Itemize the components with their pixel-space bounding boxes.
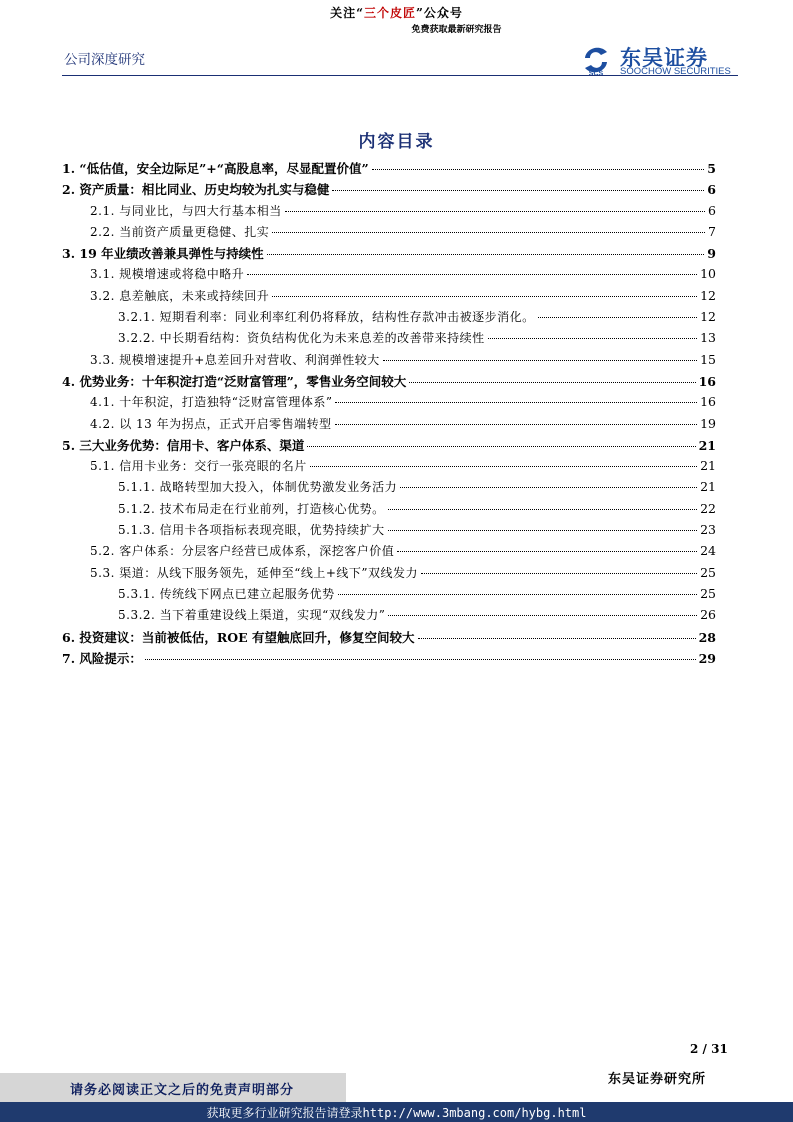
- toc-entry[interactable]: [62, 202, 716, 223]
- toc-dot-leader: [418, 638, 696, 639]
- toc-dot-leader: [409, 382, 695, 383]
- toc-dot-leader: [397, 551, 697, 552]
- toc-dot-leader: [400, 487, 697, 488]
- toc-entry-label: 2.1. 与同业比，与四大行基本相当: [90, 203, 282, 218]
- report-type: 公司深度研究: [64, 52, 145, 68]
- banner-prefix: 关注“: [330, 6, 364, 20]
- toc-entry[interactable]: [62, 564, 716, 585]
- bottom-band: [0, 1102, 793, 1122]
- toc-entry[interactable]: [62, 478, 716, 499]
- banner-headline: [0, 4, 793, 21]
- toc-entry-page: 6: [708, 202, 716, 218]
- toc-entry-label: 5.3.2. 当下着重建设线上渠道，实现“双线发力”: [118, 608, 386, 623]
- toc-dot-leader: [272, 232, 705, 233]
- toc-dot-leader: [267, 254, 705, 255]
- toc-entry-page: 19: [700, 415, 716, 431]
- toc-dot-leader: [285, 211, 705, 212]
- toc-entry[interactable]: [62, 521, 716, 542]
- toc-entry-page: 21: [700, 479, 716, 495]
- toc-entry-label: 5.1.2. 技术布局走在行业前列，打造核心优势。: [118, 501, 385, 516]
- toc-entry[interactable]: [62, 329, 716, 350]
- toc-dot-leader: [338, 594, 697, 595]
- toc-entry-page: 7: [708, 223, 716, 239]
- banner-suffix: ”公众号: [416, 6, 463, 20]
- toc-dot-leader: [388, 509, 697, 510]
- toc-entry-page: 16: [698, 373, 716, 389]
- toc-entry-page: 13: [700, 330, 716, 346]
- toc-dot-leader: [332, 190, 704, 191]
- toc-entry-page: 12: [700, 309, 716, 325]
- banner-subline: 免费获取最新研究报告: [411, 25, 502, 35]
- toc-entry-page: 21: [700, 458, 716, 474]
- toc-entry-label: 6. 投资建议：当前被低估，ROE 有望触底回升，修复空间较大: [62, 629, 415, 645]
- toc-entry-page: 22: [700, 500, 716, 516]
- disclaimer-text: 请务必阅读正文之后的免责声明部分: [70, 1083, 295, 1098]
- toc-title: 内容目录: [358, 132, 435, 152]
- toc-entry[interactable]: [62, 372, 716, 393]
- toc-entry-page: 15: [700, 351, 716, 367]
- toc-entry-page: 6: [707, 182, 716, 198]
- toc-entry-label: 4.1. 十年积淀，打造独特“泛财富管理体系”: [90, 395, 333, 410]
- toc-entry-label: 5.1.1. 战略转型加大投入，体制优势激发业务活力: [118, 480, 398, 495]
- toc-entry[interactable]: [62, 542, 716, 563]
- toc-dot-leader: [421, 573, 697, 574]
- toc-entry[interactable]: [62, 457, 716, 478]
- page-number: 2 / 31: [690, 1042, 728, 1056]
- toc-entry[interactable]: [62, 649, 716, 670]
- table-of-contents: [62, 159, 716, 670]
- toc-dot-leader: [335, 424, 697, 425]
- toc-entry-page: 26: [700, 607, 716, 623]
- toc-entry[interactable]: [62, 308, 716, 329]
- toc-entry-page: 21: [698, 437, 716, 453]
- toc-entry-label: 5.3.1. 传统线下网点已建立起服务优势: [118, 586, 335, 601]
- toc-entry[interactable]: [62, 287, 716, 308]
- toc-entry-page: 24: [700, 543, 716, 559]
- toc-entry-label: 3.2.1. 短期看利率：同业利率红利仍将释放，结构性存款冲击被逐步消化。: [118, 310, 535, 325]
- toc-entry[interactable]: [62, 436, 716, 457]
- top-banner: [0, 4, 793, 35]
- toc-entry-label: 4. 优势业务：十年积淀打造“泛财富管理”，零售业务空间较大: [62, 373, 407, 389]
- toc-dot-leader: [372, 169, 705, 170]
- toc-dot-leader: [307, 446, 695, 447]
- disclaimer-bar: [0, 1073, 346, 1103]
- toc-entry-label: 2. 资产质量：相比同业、历史均较为扎实与稳健: [62, 182, 330, 198]
- toc-entry-label: 2.2. 当前资产质量更稳健、扎实: [90, 224, 270, 239]
- banner-highlight: 三个皮匠: [363, 6, 416, 20]
- toc-entry-page: 25: [700, 564, 716, 580]
- toc-entry-page: 23: [700, 522, 716, 538]
- toc-entry-page: 25: [700, 585, 716, 601]
- toc-dot-leader: [145, 659, 696, 660]
- toc-entry-label: 5.1.3. 信用卡各项指标表现亮眼，优势持续扩大: [118, 523, 385, 538]
- toc-entry-label: 3.1. 规模增速或将稳中略升: [90, 267, 245, 282]
- toc-entry-page: 28: [698, 629, 716, 645]
- toc-entry[interactable]: [62, 159, 716, 180]
- bottom-link-text[interactable]: 获取更多行业研究报告请登录http://www.3mbang.com/hybg.html: [206, 1106, 587, 1120]
- logo-name-en: SOOCHOW SECURITIES: [620, 66, 731, 77]
- logo-name-cn: 东吴证券: [620, 46, 708, 70]
- toc-dot-leader: [538, 317, 697, 318]
- toc-entry-page: 29: [698, 650, 716, 666]
- toc-entry-page: 12: [700, 287, 716, 303]
- toc-entry[interactable]: [62, 223, 716, 244]
- header-divider: [62, 75, 738, 76]
- toc-entry[interactable]: [62, 415, 716, 436]
- toc-entry[interactable]: [62, 628, 716, 649]
- toc-entry-label: 3. 19 年业绩改善兼具弹性与持续性: [62, 246, 264, 262]
- toc-dot-leader: [383, 360, 697, 361]
- toc-entry[interactable]: [62, 351, 716, 372]
- toc-entry[interactable]: [62, 180, 716, 201]
- toc-entry-label: 5. 三大业务优势：信用卡、客户体系、渠道: [62, 437, 305, 453]
- toc-entry-page: 16: [700, 394, 716, 410]
- toc-entry[interactable]: [62, 244, 716, 265]
- logo-emblem-text: SCS: [588, 70, 604, 78]
- toc-entry-page: 10: [700, 266, 716, 282]
- company-logo: [578, 42, 740, 78]
- toc-entry-label: 7. 风险提示：: [62, 650, 142, 666]
- toc-entry-label: 5.1. 信用卡业务：交行一张亮眼的名片: [90, 459, 307, 474]
- toc-entry-label: 3.2. 息差触底，未来或持续回升: [90, 288, 270, 303]
- toc-entry-label: 3.3. 规模增速提升+息差回升对营收、利润弹性较大: [90, 352, 380, 367]
- toc-entry-page: 9: [707, 246, 716, 262]
- logo-emblem-icon: [578, 42, 614, 78]
- toc-entry-label: 5.2. 客户体系：分层客户经营已成体系，深挖客户价值: [90, 544, 395, 559]
- toc-entry-label: 1. “低估值，安全边际足”+“高股息率，尽显配置价值”: [62, 161, 369, 176]
- firm-name: 东吴证券研究所: [608, 1072, 707, 1087]
- toc-dot-leader: [310, 466, 697, 467]
- toc-dot-leader: [247, 274, 697, 275]
- toc-entry-label: 3.2.2. 中长期看结构：资负结构优化为未来息差的改善带来持续性: [118, 331, 485, 346]
- toc-entry-page: 5: [707, 161, 716, 176]
- toc-entry[interactable]: [62, 393, 716, 414]
- toc-dot-leader: [488, 338, 697, 339]
- toc-dot-leader: [388, 615, 697, 616]
- toc-entry-label: 4.2. 以 13 年为拐点，正式开启零售端转型: [90, 416, 332, 431]
- toc-entry[interactable]: [62, 606, 716, 627]
- toc-dot-leader: [388, 530, 697, 531]
- toc-entry[interactable]: [62, 585, 716, 606]
- toc-dot-leader: [272, 296, 697, 297]
- toc-entry-label: 5.3. 渠道：从线下服务领先，延伸至“线上+线下”双线发力: [90, 565, 419, 580]
- toc-dot-leader: [335, 402, 697, 403]
- toc-entry[interactable]: [62, 500, 716, 521]
- toc-entry[interactable]: [62, 265, 716, 286]
